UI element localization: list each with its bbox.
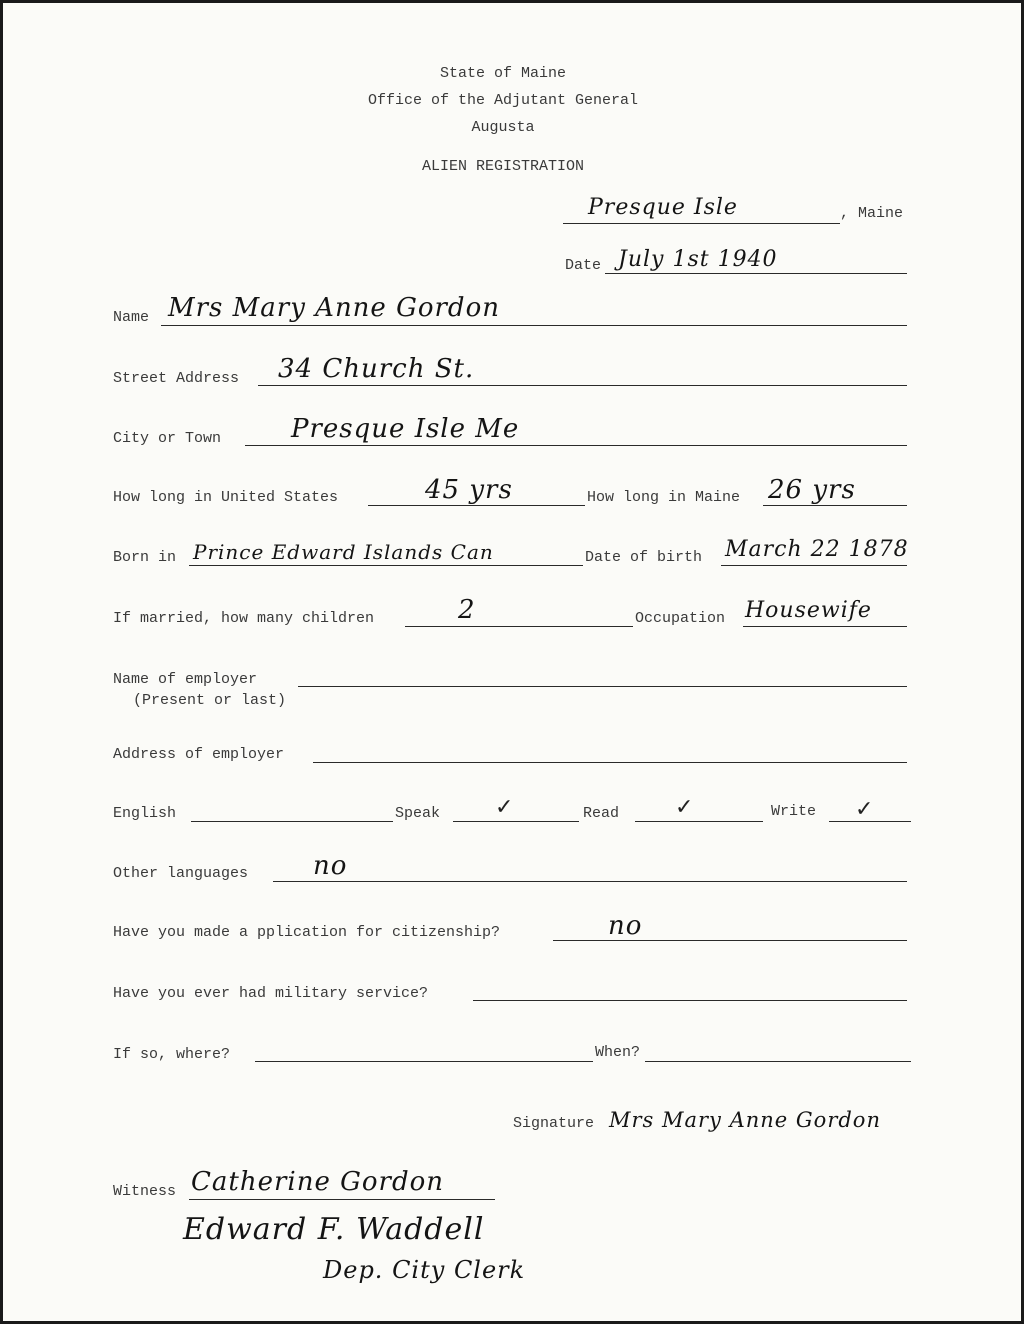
military-line: [473, 1000, 907, 1001]
date-of-birth-label: Date of birth: [585, 549, 703, 566]
citizenship-value: no: [608, 911, 643, 941]
city-value: Presque Isle Me: [291, 414, 520, 444]
clerk-name: Edward F. Waddell: [183, 1212, 485, 1247]
how-long-maine-label: How long in Maine: [587, 489, 741, 506]
occupation-value: Housewife: [745, 598, 872, 623]
header-state: State of Maine: [439, 65, 567, 82]
occupation-line: [743, 626, 907, 627]
citizenship-line: [553, 940, 907, 941]
born-in-label: Born in: [113, 549, 177, 566]
how-long-us-label: How long in United States: [113, 489, 339, 506]
name-value: Mrs Mary Anne Gordon: [168, 293, 500, 323]
date-label: Date: [565, 257, 602, 274]
employer-address-line: [313, 762, 907, 763]
children-value: 2: [458, 595, 476, 625]
when-label: When?: [595, 1044, 641, 1061]
speak-check-icon: ✓: [495, 795, 514, 820]
street-address-value: 34 Church St.: [278, 354, 475, 384]
occupation-label: Occupation: [635, 610, 726, 627]
employer-address-label: Address of employer: [113, 746, 285, 763]
read-line: [635, 821, 763, 822]
city-line: [245, 445, 907, 446]
employer-name-line: [298, 686, 907, 687]
witness-label: Witness: [113, 1183, 177, 1200]
date-of-birth-line: [721, 565, 907, 566]
military-label: Have you ever had military service?: [113, 985, 429, 1002]
name-line: [161, 325, 907, 326]
date-of-birth-value: March 22 1878: [725, 537, 909, 562]
other-languages-label: Other languages: [113, 865, 249, 882]
town-value: Presque Isle: [588, 195, 738, 220]
english-label: English: [113, 805, 177, 822]
form-title: ALIEN REGISTRATION: [421, 158, 585, 175]
alien-registration-form: [3, 3, 1021, 1321]
town-line: [563, 223, 840, 224]
children-line: [405, 626, 633, 627]
clerk-title: Dep. City Clerk: [323, 1256, 526, 1284]
street-address-label: Street Address: [113, 370, 240, 387]
header-office: Office of the Adjutant General: [367, 92, 639, 109]
signature-value: Mrs Mary Anne Gordon: [609, 1108, 881, 1132]
city-label: City or Town: [113, 430, 222, 447]
when-line: [645, 1061, 911, 1062]
write-label: Write: [771, 803, 817, 820]
employer-note: (Present or last): [133, 692, 287, 709]
witness-value: Catherine Gordon: [191, 1167, 445, 1197]
maine-label: , Maine: [840, 205, 904, 222]
how-long-us-value: 45 yrs: [425, 475, 513, 505]
date-value: July 1st 1940: [618, 247, 778, 272]
children-label: If married, how many children: [113, 610, 375, 627]
name-label: Name: [113, 309, 150, 326]
how-long-maine-value: 26 yrs: [768, 475, 856, 505]
other-languages-line: [273, 881, 907, 882]
speak-line: [453, 821, 579, 822]
street-address-line: [258, 385, 907, 386]
how-long-us-line: [368, 505, 585, 506]
speak-label: Speak: [395, 805, 441, 822]
born-in-value: Prince Edward Islands Can: [193, 540, 494, 564]
write-check-icon: ✓: [855, 797, 874, 822]
signature-label: Signature: [513, 1115, 595, 1132]
witness-line: [189, 1199, 495, 1200]
read-label: Read: [583, 805, 620, 822]
where-label: If so, where?: [113, 1046, 231, 1063]
where-line: [255, 1061, 593, 1062]
header-city: Augusta: [471, 119, 535, 136]
citizenship-label: Have you made a pplication for citizenship?: [113, 924, 501, 941]
employer-name-label: Name of employer: [113, 671, 258, 688]
how-long-maine-line: [763, 505, 907, 506]
english-line: [191, 821, 393, 822]
other-languages-value: no: [313, 851, 348, 881]
read-check-icon: ✓: [675, 795, 694, 820]
